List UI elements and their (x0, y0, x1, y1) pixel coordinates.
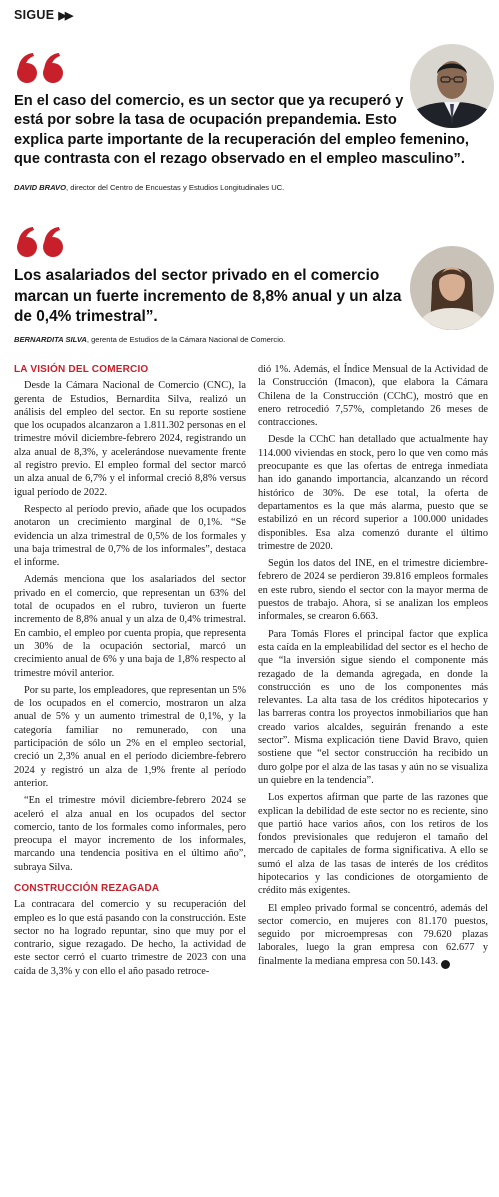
man-portrait-photo (410, 44, 494, 128)
continue-label (14, 8, 71, 22)
article-paragraph: Además menciona que los asalariados del sector privado en el comercio, que representan un 63% del total de ocupados en el rubro, tuvieron un fuerte incremento de 8,8% anual y un alza de 0,4% trimestral. En cambio, el empleo por cuenta propia, que representa un 30% de la ocupación sectorial, marcó un crecimiento anual de 6% y una baja de 1,8% respecto al trimestre móvil anterior. (14, 574, 246, 679)
pull-quote-bravo (14, 92, 469, 170)
article-paragraph: La contracara del comercio y su recuperación del empleo es lo que está pasando con la construcción. Este sector no ha logrado repuntar, sino que muy por el contrario, sigue rezagado. De hecho, la actividad de este sector cerró el cuarto trimestre de 2023 con una caída de 3,3% y con ello el año pasado retroce- (14, 899, 246, 977)
article-paragraph: Según los datos del INE, en el trimestre diciembre-febrero de 2024 se perdieron 39.816 empleos formales en este rubro, siendo el sector con la mayor merma de puestos de trabajo. Ahora, si se analizan los empleos informales, se crearon 6.663. (258, 558, 488, 623)
quote-line: de 0,4% trimestral”. (14, 308, 158, 325)
article-column-left (14, 363, 246, 982)
quote-role: , director del Centro de Encuestas y Estudios Longitudinales UC. (66, 183, 285, 192)
article-paragraph: Desde la CChC han detallado que actualmente hay 114.000 viviendas en stock, pero lo que ven como más preocupante es que las ofertas de entrega inmediata han ido ganando importancia, alcanzando un récord histórico de 30%. De ese total, la oferta de departamentos es la que más alarma, puesto que se estabilizó en un récord superior a 100.000 unidades disponibles. Esa alza comenzó durante el último trimestre de 2020. (258, 434, 488, 552)
article-paragraph: Los expertos afirman que parte de las razones que explican la debilidad de este sector no es reciente, sino que partió hace varios años, con los retiros de los fondos previsionales que redujeron el tamaño del mercado de capitales de forma significativa. A ello se sumó el alza de las tasas de interés de los créditos hipotecarios y las condiciones de otorgamiento de crédito más exigentes. (258, 792, 488, 897)
article-paragraph-text: El empleo privado formal se concentró, además del sector comercio, en mujeres con 81.170 puestos, seguido por microempresas con 79.620 plazas laborales, luego la gran empresa con 62.677 y finalmente la mediana empresa con 50.143. (258, 902, 488, 967)
woman-portrait-photo (410, 246, 494, 330)
quote-mark-icon (16, 226, 68, 258)
end-of-article-icon: P (441, 960, 450, 969)
quote-line: En el caso del comercio, es un sector que ya recuperó y (14, 93, 404, 109)
article-paragraph: Respecto al período previo, añade que los ocupados anotaron un crecimiento marginal de 0,1%. “Se evidencia un alza trimestral de 0,5% de los formales y una baja trimestral de 0,7% de los informales”, destaca el informe. (14, 503, 246, 569)
article-paragraph: Desde la Cámara Nacional de Comercio (CNC), la gerenta de Estudios, Bernardita Silva, realizó un análisis del empleo del sector. En su reporte sostiene que los ocupados alcanzaron a 1.811.302 personas en el trimestre móvil diciembre-febrero 2024, registrando un alza anual de 8,3%, y acelerándose nuevamente frente al registro previo. El empleo formal del sector marcó un alza anual de 6,7% y el informal creció 8,8% versus igual período de 2022. (14, 380, 246, 498)
pull-quote-silva (14, 266, 401, 328)
article-paragraph: Por su parte, los empleadores, que representan un 5% de los ocupados en el comercio, mostraron un alza anual de 5% y un aumento trimestral de 0,1%, y la categoría familiar no remunerado, con una participación de sólo un 2% en el empleo sectorial, creció un 2,3% anual en el período diciembre-febrero 2024 y registró un alza de 1,9% frente al período anterior. (14, 684, 246, 789)
article-column-right (258, 363, 488, 973)
quote-mark-icon (16, 52, 68, 84)
continue-text: SIGUE (14, 8, 55, 22)
quote-byline (14, 183, 284, 192)
article-paragraph: Para Tomás Flores el principal factor que explica esta caída en la empleabilidad del sector es el hecho de que “la inversión sigue siendo el componente más rezagado de la demanda agregada, en donde la construcción es uno de los componentes más relevantes. La alta tasa de los créditos hipotecarios y las barreras contra los proyectos inmobiliarios que han creado varios alcaldes, seguirán frenando a este sector”. Misma explicación tiene David Bravo, quien sostiene que “el sector construcción ha recibido un duro golpe por el alza de las tasas y aún no se visualiza un quiebre en la tendencia”. (258, 628, 488, 786)
section-heading: LA VISIÓN DEL COMERCIO (14, 364, 149, 375)
quote-line: está por sobre la tasa de ocupación prepandemia. Esto (14, 112, 397, 129)
article-paragraph: “En el trimestre móvil diciembre-febrero 2024 se aceleró el alza anual en los ocupados del sector comercio, tanto de los formales como informales, pero preocupa el mayor incremento de los informales, marcando una tendencia positiva en el último año”, subraya Silva. (14, 795, 246, 873)
article-paragraph: dió 1%. Además, el Índice Mensual de la Actividad de la Construcción (Imacon), que elabora la Cámara Chilena de la Construcción (CChC), mostró que en enero retrocedió 7,57%, completando 26 meses de contracciones. (258, 364, 488, 429)
section-heading: CONSTRUCCIÓN REZAGADA (14, 882, 160, 894)
article-paragraph-last (258, 902, 488, 969)
quote-byline (14, 335, 285, 344)
quote-author: BERNARDITA SILVA (14, 335, 87, 344)
quote-author: DAVID BRAVO (14, 183, 67, 192)
quote-line: marcan un fuerte incremento de 8,8% anual y un alza (14, 287, 402, 305)
double-arrow-icon: ▶▶ (58, 10, 72, 22)
quote-line: explica parte importante de la recuperación del empleo femenino, (14, 131, 469, 148)
quote-line: Los asalariados del sector privado en el comercio (14, 267, 380, 284)
quote-role: , gerenta de Estudios de la Cámara Nacional de Comercio. (86, 335, 286, 344)
quote-line: que contrasta con el rezago observado en el empleo masculino”. (14, 151, 465, 168)
